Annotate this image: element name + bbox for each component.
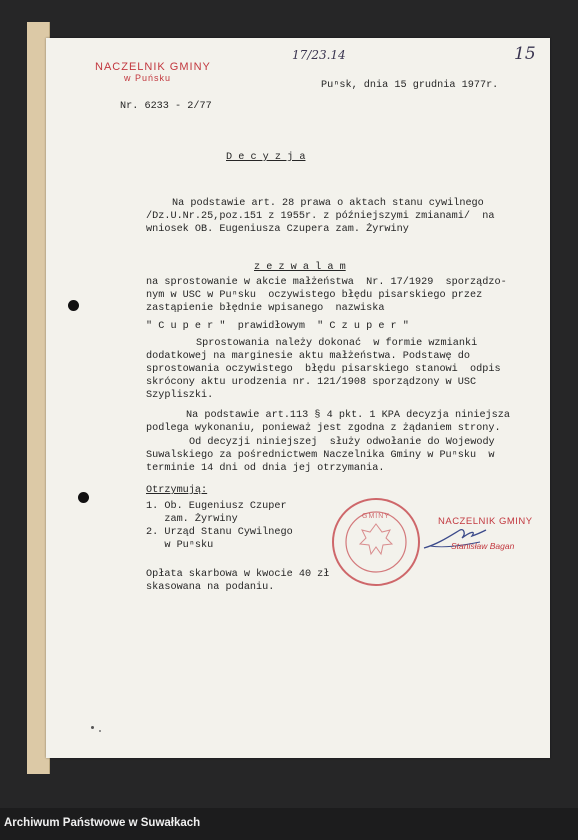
place-date: Puⁿsk, dnia 15 grudnia 1977r. [321,80,499,91]
recipient-line: w Puⁿsku [146,540,214,551]
body-line: Suwalskiego za pośrednictwem Naczelnika Gminy w Puⁿsku w [146,450,495,461]
recipient-line: 2. Urząd Stanu Cywilnego [146,527,293,538]
recipient-line: zam. Żyrwiny [146,514,238,525]
body-line: Od decyzji niniejszej służy odwołanie do Wojewody [189,437,495,448]
body-line: sprostowania oczywistego błędu pisarskiego stanowi odpis [146,364,501,375]
punch-hole [78,492,89,503]
document-title: D e c y z j a [226,152,306,163]
names-line: " C u p e r " prawidłowym " C z u p e r " [146,321,409,332]
body-line: Sprostowania należy dokonać w formie wzmianki [196,338,478,349]
body-line: Na podstawie art. 28 prawa o aktach stanu cywilnego [172,198,484,209]
recipients-heading: Otrzymują: [146,485,208,496]
body-line: terminie 14 dni od dnia jej otrzymania. [146,463,385,474]
handwritten-page-number: 15 [514,44,536,64]
body-line: skrócony aktu urodzenia nr. 121/1908 sporządzony w USC [146,377,477,388]
paper-mark [99,730,101,732]
letterhead-place: w Puńsku [124,73,172,83]
archive-footer-text: Archiwum Państwowe w Suwałkach [4,817,201,829]
document-number: Nr. 6233 - 2/77 [120,101,212,112]
signature-stamp-title: NACZELNIK GMINY [438,516,533,527]
handwritten-reference: 17/23.14 [292,48,346,62]
decision-heading: z e z w a l a m [254,262,346,273]
paper-mark [91,726,94,729]
body-line: dodatkowej na marginesie aktu małżeństwa. Podstawę do [146,351,471,362]
svg-text:GMINY: GMINY [362,513,390,520]
body-line: zastąpienie błędnie wpisanego nazwiska [146,303,385,314]
body-line: wniosek OB. Eugeniusza Czupera zam. Żyrwiny [146,224,409,235]
letterhead-office: NACZELNIK GMINY [95,61,211,73]
document-page [46,38,550,758]
body-line: nym w USC w Puⁿsku oczywistego błędu pisarskiego przez [146,290,483,301]
body-line: podlega wykonaniu, ponieważ jest zgodna z żądaniem strony. [146,423,501,434]
signature-stamp-name: Stanisław Bagan [451,541,515,551]
round-seal-icon [330,496,422,588]
body-line: Szypliszki. [146,390,214,401]
fee-line: skasowana na podaniu. [146,582,275,593]
body-line: Na podstawie art.113 § 4 pkt. 1 KPA decyzja niniejsza [186,410,511,421]
fee-line: Opłata skarbowa w kwocie 40 zł [146,569,330,580]
punch-hole [68,300,79,311]
recipient-line: 1. Ob. Eugeniusz Czuper [146,501,287,512]
body-line: na sprostowanie w akcie małżeństwa Nr. 17/1929 sporządzo- [146,277,507,288]
body-line: /Dz.U.Nr.25,poz.151 z 1955r. z późniejszymi zmianami/ na [146,211,495,222]
